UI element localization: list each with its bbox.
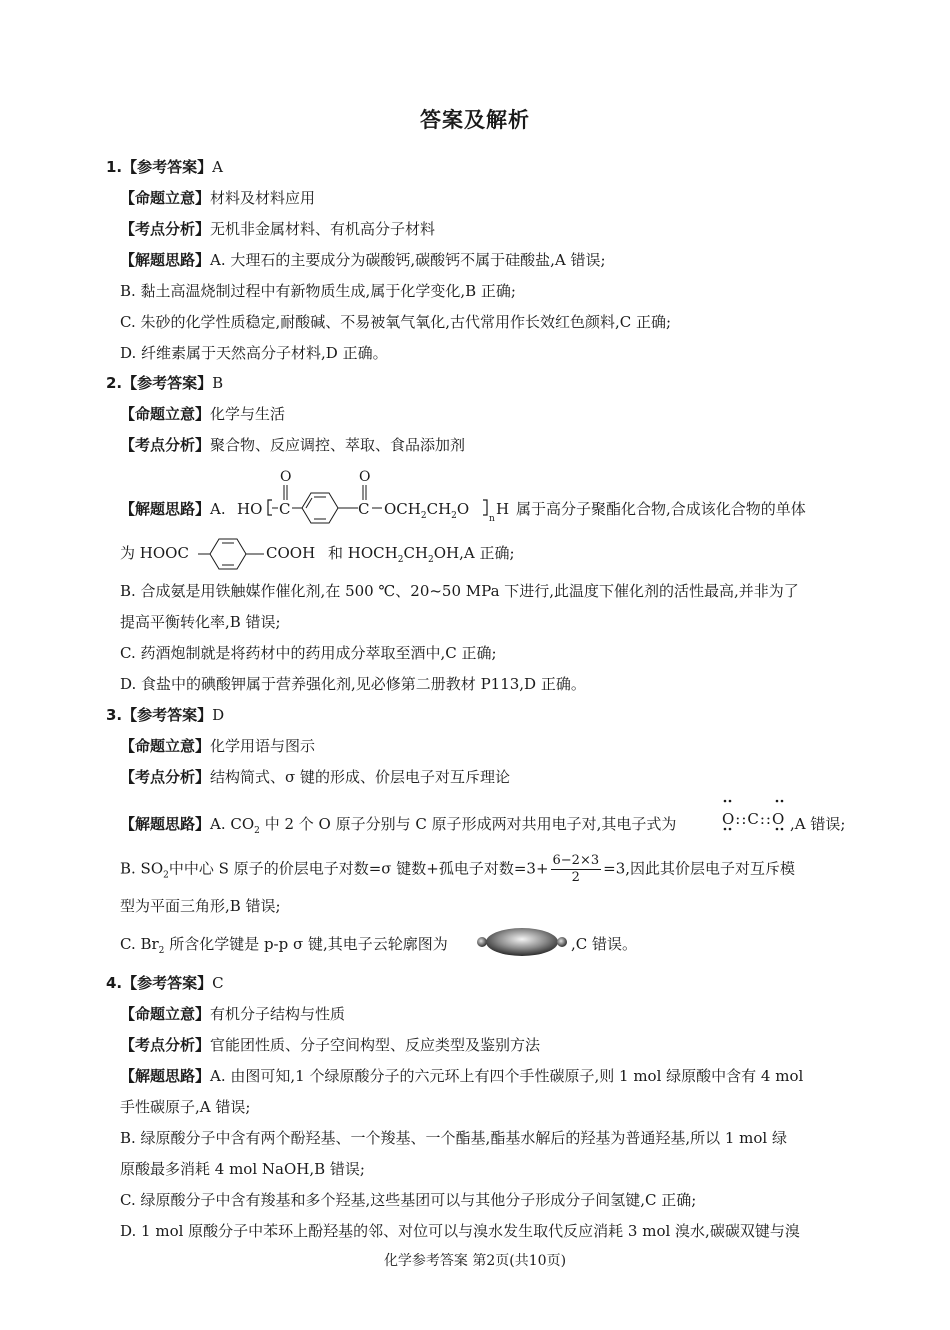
q2-option-b-2: 提高平衡转化率,B 错误; — [120, 613, 281, 631]
q1-solution-a — [120, 249, 606, 271]
lone-pair-dots — [720, 798, 792, 832]
q1-point-line — [120, 218, 435, 240]
q1-intent-label: 【命题立意】 — [120, 189, 211, 207]
q1-option-b: B. 黏土高温烧制过程中有新物质生成,属于化学变化,B 正确; — [120, 282, 516, 300]
q4-solution-label: 【解题思路】 — [120, 1067, 211, 1085]
q2-answer: B — [212, 374, 224, 392]
q3-answer: D — [212, 706, 225, 724]
q3-a-post: ,A 错误; — [790, 815, 846, 833]
q2-solution-label-line — [120, 498, 226, 520]
q4-answer: C — [212, 974, 224, 992]
q2-c-1: C — [279, 500, 291, 518]
q1-point: 无机非金属材料、有机高分子材料 — [210, 220, 436, 238]
q2-n-subscript: n — [489, 514, 495, 524]
q2-oxyethylene: $OCH_2CH_2O$ — [384, 500, 470, 521]
electron-cloud-icon — [474, 926, 570, 958]
q4-option-d: D. 1 mol 原酸分子中苯环上酚羟基的邻、对位可以与溴水发生取代反应消耗 3 mol 溴水,碳碳双键与溴 — [120, 1222, 800, 1240]
q3-option-c: C. $Br_2$ 所含化学键是 p-p σ 键,其电子云轮廓图为 — [120, 935, 448, 956]
q4-option-c: C. 绿原酸分子中含有羧基和多个羟基,这些基团可以与其他分子形成分子间氢键,C 正确; — [120, 1191, 697, 1209]
q4-option-a-2: 手性碳原子,A 错误; — [120, 1098, 251, 1116]
q2-intent-label: 【命题立意】 — [120, 405, 211, 423]
q2-monomer-prefix: 为 HOOC — [120, 544, 189, 562]
q2-cooh: COOH — [266, 544, 316, 562]
q2-answer-label: 【参考答案】 — [122, 374, 213, 392]
q2-point-label: 【考点分析】 — [120, 436, 211, 454]
q2-a-suffix: 属于高分子聚酯化合物,合成该化合物的单体 — [516, 500, 806, 518]
q4-solution-a-1: 【解题思路】A. 由图可知,1 个绿原酸分子的六元环上有四个手性碳原子,则 1 mol 绿原酸中含有 4 mol — [120, 1067, 804, 1085]
q1-number: 1. — [106, 158, 123, 176]
q2-option-b-1: B. 合成氨是用铁触媒作催化剂,在 500 ℃、20~50 MPa 下进行,此温度下催化剂的活性最高,并非为了 — [120, 582, 799, 600]
page-footer: 化学参考答案 第2页(共10页) — [383, 1253, 567, 1269]
q1-answer: A — [212, 158, 223, 176]
q4-point-label: 【考点分析】 — [120, 1036, 211, 1054]
q3-c-post: ,C 错误。 — [571, 935, 638, 953]
q1-option-c: C. 朱砂的化学性质稳定,耐酸碱、不易被氧气氧化,古代常用作长效红色颜料,C 正确; — [120, 313, 672, 331]
q2-c-2: C — [358, 500, 370, 518]
q3-point-label: 【考点分析】 — [120, 768, 211, 786]
q2-a-prefix: A. — [210, 500, 226, 518]
lone-pair-fraction: $\frac{6-2\times 3}{2}$ — [552, 853, 600, 885]
q3-intent-line — [120, 735, 315, 757]
q1-answer-line — [106, 156, 223, 178]
q1-intent-line — [120, 187, 315, 209]
q3-point-line — [120, 766, 510, 788]
q4-number: 4. — [106, 974, 123, 992]
q2-o-top-2: O — [359, 469, 371, 485]
q2-intent-line — [120, 403, 285, 425]
q4-intent: 有机分子结构与性质 — [210, 1005, 346, 1023]
q2-option-d: D. 食盐中的碘酸钾属于营养强化剂,见必修第二册教材 P113,D 正确。 — [120, 675, 586, 693]
q4-intent-label: 【命题立意】 — [120, 1005, 211, 1023]
q4-answer-label: 【参考答案】 — [122, 974, 213, 992]
q3-intent: 化学用语与图示 — [210, 737, 316, 755]
q3-solution-a: 【解题思路】A. $CO_2$ 中 2 个 O 原子分别与 C 原子形成两对共用电子对,其电子式为 — [120, 815, 677, 836]
q2-point: 聚合物、反应调控、萃取、食品添加剂 — [210, 436, 466, 454]
q1-option-d: D. 纤维素属于天然高分子材料,D 正确。 — [120, 344, 388, 362]
q3-answer-label: 【参考答案】 — [122, 706, 213, 724]
q2-o-top-1: O — [280, 469, 292, 485]
q4-point-line — [120, 1034, 540, 1056]
q2-h-end: H — [496, 500, 510, 518]
q3-option-b-2: 型为平面三角形,B 错误; — [120, 897, 281, 915]
q3-intent-label: 【命题立意】 — [120, 737, 211, 755]
q2-glycol: 和 $HOCH_2CH_2OH,A$ 正确; — [328, 544, 515, 565]
co2-lewis-structure: O::C::O — [722, 810, 786, 828]
q3-answer-line — [106, 704, 224, 726]
q2-solution-label: 【解题思路】 — [120, 500, 211, 518]
q4-intent-line — [120, 1003, 345, 1025]
q4-option-b-1: B. 绿原酸分子中含有两个酚羟基、一个羧基、一个酯基,酯基水解后的羟基为普通羟基,所以 1 mol 绿 — [120, 1129, 787, 1147]
q4-answer-line — [106, 972, 224, 994]
q4-point: 官能团性质、分子空间构型、反应类型及鉴别方法 — [210, 1036, 541, 1054]
page-title: 答案及解析 — [420, 108, 530, 132]
terephthalic-ring — [198, 535, 268, 573]
q2-answer-line — [106, 372, 223, 394]
q1-option-a: A. 大理石的主要成分为碳酸钙,碳酸钙不属于硅酸盐,A 错误; — [210, 251, 606, 269]
q1-answer-label: 【参考答案】 — [122, 158, 213, 176]
q2-intent: 化学与生活 — [210, 405, 286, 423]
q3-option-b: B. $SO_2$中中心 S 原子的价层电子对数=σ 键数+孤电子对数=3+ $\frac{6-2\times 3}{2}$ =3,因此其价层电子对互斥模 — [120, 853, 796, 885]
q1-intent: 材料及材料应用 — [210, 189, 316, 207]
q2-number: 2. — [106, 374, 123, 392]
q3-number: 3. — [106, 706, 123, 724]
q1-point-label: 【考点分析】 — [120, 220, 211, 238]
q1-solution-label: 【解题思路】 — [120, 251, 211, 269]
q2-option-c: C. 药酒炮制就是将药材中的药用成分萃取至酒中,C 正确; — [120, 644, 497, 662]
q3-point: 结构简式、σ 键的形成、价层电子对互斥理论 — [210, 768, 511, 786]
q2-ho: HO — [237, 500, 263, 518]
q3-solution-label: 【解题思路】 — [120, 815, 211, 833]
q2-point-line — [120, 434, 465, 456]
q4-option-b-2: 原酸最多消耗 4 mol NaOH,B 错误; — [120, 1160, 365, 1178]
